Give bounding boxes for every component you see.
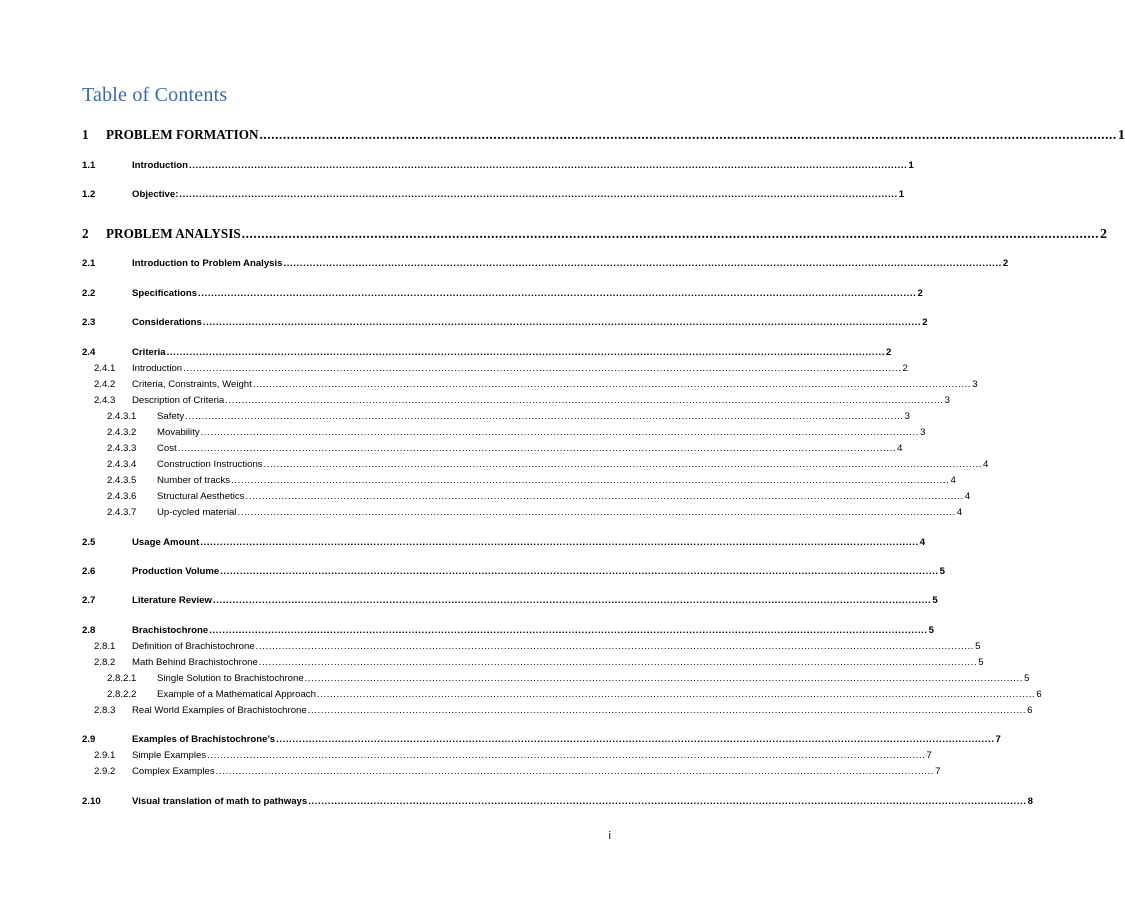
toc-entry[interactable] bbox=[107, 491, 971, 502]
toc-entry-page: 4 bbox=[897, 443, 903, 454]
toc-entry[interactable] bbox=[82, 734, 1001, 745]
toc-entry-page: 4 bbox=[964, 491, 971, 502]
toc-leader-dots: ............................................................................................................................................................................................................................ bbox=[200, 537, 919, 548]
toc-entry[interactable] bbox=[94, 705, 1033, 716]
toc-entry-title: Introduction bbox=[132, 363, 183, 374]
toc-entry-title: Structural Aesthetics bbox=[157, 491, 245, 502]
toc-entry-title: Movability bbox=[157, 427, 200, 438]
toc-entry-page: 3 bbox=[944, 395, 950, 406]
toc-entry-page: 5 bbox=[928, 625, 934, 636]
toc-entry-number: 2.4.3.5 bbox=[107, 475, 137, 486]
toc-leader-dots: ............................................................................................................................................................................................................................ bbox=[166, 347, 885, 358]
toc-leader-dots: ............................................................................................................................................................................................................................ bbox=[200, 427, 920, 438]
toc-entry-title: Criteria, Constraints, Weight bbox=[132, 379, 252, 390]
toc-entry-number: 2.8.2 bbox=[94, 657, 116, 668]
toc-leader-dots: ............................................................................................................................................................................................................................ bbox=[259, 127, 1117, 142]
toc-entry-title: Up-cycled material bbox=[157, 507, 237, 518]
toc-entry-title: Brachistochrone bbox=[132, 625, 209, 636]
toc-entry-number: 2.5 bbox=[82, 537, 96, 548]
toc-entry-title: Literature Review bbox=[132, 595, 212, 606]
toc-entry-title: Number of tracks bbox=[157, 475, 231, 486]
toc-entry[interactable] bbox=[82, 796, 1033, 807]
toc-entry-number: 2.4.3.1 bbox=[107, 411, 137, 422]
toc-entry-number: 2.1 bbox=[82, 258, 96, 269]
toc-entry-title: Specifications bbox=[132, 288, 198, 299]
toc-entry-page: 7 bbox=[935, 766, 941, 777]
toc-entry[interactable] bbox=[94, 379, 978, 390]
toc-entry-title: Real World Examples of Brachistochrone bbox=[132, 705, 307, 716]
toc-entry[interactable] bbox=[82, 595, 938, 606]
toc-entry[interactable] bbox=[94, 395, 950, 406]
toc-entry[interactable] bbox=[94, 363, 908, 374]
toc-entry[interactable] bbox=[107, 673, 1030, 684]
toc-entry-number: 2.7 bbox=[82, 595, 96, 606]
toc-entry-page: 4 bbox=[950, 475, 956, 486]
toc-entry-number: 1.1 bbox=[82, 160, 96, 171]
toc-leader-dots: ............................................................................................................................................................................................................................ bbox=[179, 189, 898, 200]
toc-leader-dots: ............................................................................................................................................................................................................................ bbox=[225, 395, 944, 406]
toc-leader-dots: ............................................................................................................................................................................................................................ bbox=[304, 673, 1024, 684]
toc-entry[interactable] bbox=[82, 625, 934, 636]
toc-entry[interactable] bbox=[94, 657, 984, 668]
toc-entry-title: Usage Amount bbox=[132, 537, 200, 548]
toc-entry-page: 3 bbox=[920, 427, 926, 438]
toc-entry-title: Cost bbox=[157, 443, 177, 454]
toc-entry-number: 2.9 bbox=[82, 734, 96, 745]
toc-entry-number: 2.8.2.1 bbox=[107, 673, 137, 684]
toc-entry-page: 8 bbox=[1027, 796, 1033, 807]
toc-entry-page: 1 bbox=[898, 189, 905, 200]
toc-entry-title: Introduction bbox=[132, 160, 188, 171]
toc-entry-page: 2 bbox=[922, 317, 928, 328]
toc-entry[interactable] bbox=[82, 127, 1125, 143]
toc-entry-page: 6 bbox=[1027, 705, 1033, 716]
toc-leader-dots: ............................................................................................................................................................................................................................ bbox=[245, 491, 964, 502]
toc-entry-page: 7 bbox=[995, 734, 1001, 745]
toc-entry[interactable] bbox=[107, 427, 926, 438]
toc-entry-page: 5 bbox=[975, 641, 981, 652]
toc-entry-number: 2.8.3 bbox=[94, 705, 116, 716]
toc-entry-number: 2.9.2 bbox=[94, 766, 116, 777]
toc-entry[interactable] bbox=[82, 189, 905, 200]
toc-leader-dots: ............................................................................................................................................................................................................................ bbox=[202, 317, 922, 328]
toc-entry-title: Visual translation of math to pathways bbox=[132, 796, 308, 807]
toc-leader-dots: ............................................................................................................................................................................................................................ bbox=[177, 443, 897, 454]
toc-leader-dots: ............................................................................................................................................................................................................................ bbox=[283, 258, 1002, 269]
toc-entry-number: 2.4.1 bbox=[94, 363, 116, 374]
toc-entry-page: 2 bbox=[902, 363, 908, 374]
toc-entry-title: Production Volume bbox=[132, 566, 220, 577]
toc-entry-page: 2 bbox=[1002, 258, 1009, 269]
toc-entry[interactable] bbox=[94, 750, 932, 761]
toc-leader-dots: ............................................................................................................................................................................................................................ bbox=[307, 705, 1027, 716]
toc-entry[interactable] bbox=[82, 160, 914, 171]
toc-entry-number: 1 bbox=[82, 127, 89, 142]
toc-entry[interactable] bbox=[107, 689, 1042, 700]
toc-entry-number: 2.6 bbox=[82, 566, 96, 577]
toc-entry-title: Example of a Mathematical Approach bbox=[157, 689, 316, 700]
toc-entry-title: Safety bbox=[157, 411, 185, 422]
toc-entry-number: 2 bbox=[82, 226, 89, 241]
toc-title: Table of Contents bbox=[82, 84, 228, 106]
toc-entry-number: 2.2 bbox=[82, 288, 96, 299]
toc-leader-dots: ............................................................................................................................................................................................................................ bbox=[241, 226, 1100, 241]
toc-leader-dots: ............................................................................................................................................................................................................................ bbox=[252, 379, 972, 390]
toc-entry-page: 2 bbox=[886, 347, 892, 358]
toc-leader-dots: ............................................................................................................................................................................................................................ bbox=[215, 766, 935, 777]
toc-entry[interactable] bbox=[82, 288, 923, 299]
toc-entry-number: 2.10 bbox=[82, 796, 101, 807]
toc-entry[interactable] bbox=[107, 507, 963, 518]
toc-leader-dots: ............................................................................................................................................................................................................................ bbox=[209, 625, 928, 636]
toc-entry-number: 2.4.2 bbox=[94, 379, 116, 390]
footer-page-number: i bbox=[608, 830, 611, 842]
toc-entry-page: 5 bbox=[978, 657, 984, 668]
toc-entry-page: 4 bbox=[982, 459, 989, 470]
toc-leader-dots: ............................................................................................................................................................................................................................ bbox=[220, 566, 939, 577]
toc-entry-title: Considerations bbox=[132, 317, 202, 328]
toc-entry-title: Criteria bbox=[132, 347, 166, 358]
toc-entry-page: 1 bbox=[908, 160, 914, 171]
toc-entry[interactable] bbox=[94, 766, 941, 777]
toc-entry-page: 3 bbox=[904, 411, 910, 422]
toc-entry[interactable] bbox=[82, 258, 1009, 269]
toc-entry[interactable] bbox=[82, 537, 926, 548]
toc-entry-page: 5 bbox=[932, 595, 938, 606]
toc-entry-page: 4 bbox=[919, 537, 926, 548]
toc-entry-page: 7 bbox=[926, 750, 932, 761]
toc-entry-title: Objective: bbox=[132, 189, 179, 200]
toc-entry-number: 2.4.3 bbox=[94, 395, 116, 406]
toc-entry[interactable] bbox=[107, 475, 956, 486]
toc-entry-title: Description of Criteria bbox=[132, 395, 225, 406]
toc-entry-title: Single Solution to Brachistochrone bbox=[157, 673, 304, 684]
toc-entry-number: 2.9.1 bbox=[94, 750, 116, 761]
toc-entry-number: 2.4.3.4 bbox=[107, 459, 137, 470]
toc-entry-page: 5 bbox=[1024, 673, 1030, 684]
toc-entry-number: 2.8 bbox=[82, 625, 96, 636]
toc-leader-dots: ............................................................................................................................................................................................................................ bbox=[183, 363, 902, 374]
toc-entry[interactable] bbox=[107, 443, 903, 454]
toc-entry-number: 2.8.1 bbox=[94, 641, 116, 652]
toc-entry-page: 2 bbox=[917, 288, 923, 299]
toc-entry-number: 2.4.3.3 bbox=[107, 443, 137, 454]
toc-entry-number: 2.4.3.6 bbox=[107, 491, 137, 502]
toc-leader-dots: ............................................................................................................................................................................................................................ bbox=[198, 288, 917, 299]
toc-leader-dots: ............................................................................................................................................................................................................................ bbox=[231, 475, 950, 486]
toc-entry[interactable] bbox=[82, 347, 892, 358]
toc-entry[interactable] bbox=[107, 459, 989, 470]
toc-entry[interactable] bbox=[107, 411, 910, 422]
toc-leader-dots: ............................................................................................................................................................................................................................ bbox=[237, 507, 956, 518]
toc-entry[interactable] bbox=[94, 641, 981, 652]
toc-entry[interactable] bbox=[82, 226, 1108, 242]
toc-entry-page: 1 bbox=[1117, 128, 1125, 143]
toc-entry-page: 5 bbox=[939, 566, 945, 577]
toc-entry-title: Simple Examples bbox=[132, 750, 207, 761]
toc-entry-title: Math Behind Brachistochrone bbox=[132, 657, 258, 668]
toc-entry-number: 2.4.3.7 bbox=[107, 507, 137, 518]
toc-entry[interactable] bbox=[82, 566, 945, 577]
toc-leader-dots: ............................................................................................................................................................................................................................ bbox=[188, 160, 908, 171]
toc-entry-page: 3 bbox=[972, 379, 978, 390]
toc-entry-number: 2.8.2.2 bbox=[107, 689, 137, 700]
toc-leader-dots: ............................................................................................................................................................................................................................ bbox=[258, 657, 978, 668]
toc-entry-number: 2.3 bbox=[82, 317, 96, 328]
toc-leader-dots: ............................................................................................................................................................................................................................ bbox=[263, 459, 982, 470]
toc-leader-dots: ............................................................................................................................................................................................................................ bbox=[316, 689, 1036, 700]
toc-leader-dots: ............................................................................................................................................................................................................................ bbox=[255, 641, 975, 652]
toc-leader-dots: ............................................................................................................................................................................................................................ bbox=[308, 796, 1027, 807]
toc-entry-title: Construction Instructions bbox=[157, 459, 263, 470]
toc-entry[interactable] bbox=[82, 317, 928, 328]
toc-entry-page: 2 bbox=[1100, 227, 1108, 242]
toc-entry-number: 2.4 bbox=[82, 347, 96, 358]
toc-entry-page: 6 bbox=[1036, 689, 1042, 700]
toc-entry-number: 1.2 bbox=[82, 189, 96, 200]
toc-entry-title: Definition of Brachistochrone bbox=[132, 641, 255, 652]
toc-leader-dots: ............................................................................................................................................................................................................................ bbox=[185, 411, 904, 422]
toc-entry-title: Complex Examples bbox=[132, 766, 215, 777]
toc-leader-dots: ............................................................................................................................................................................................................................ bbox=[276, 734, 995, 745]
toc-entry-title: PROBLEM ANALYSIS bbox=[106, 226, 241, 241]
toc-leader-dots: ............................................................................................................................................................................................................................ bbox=[207, 750, 926, 761]
toc-entry-title: Examples of Brachistochrone’s bbox=[132, 734, 276, 745]
toc-entry-title: Introduction to Problem Analysis bbox=[132, 258, 283, 269]
toc-leader-dots: ............................................................................................................................................................................................................................ bbox=[212, 595, 932, 606]
toc-entry-number: 2.4.3.2 bbox=[107, 427, 137, 438]
toc-entry-page: 4 bbox=[956, 507, 963, 518]
toc-entry-title: PROBLEM FORMATION bbox=[106, 127, 259, 142]
